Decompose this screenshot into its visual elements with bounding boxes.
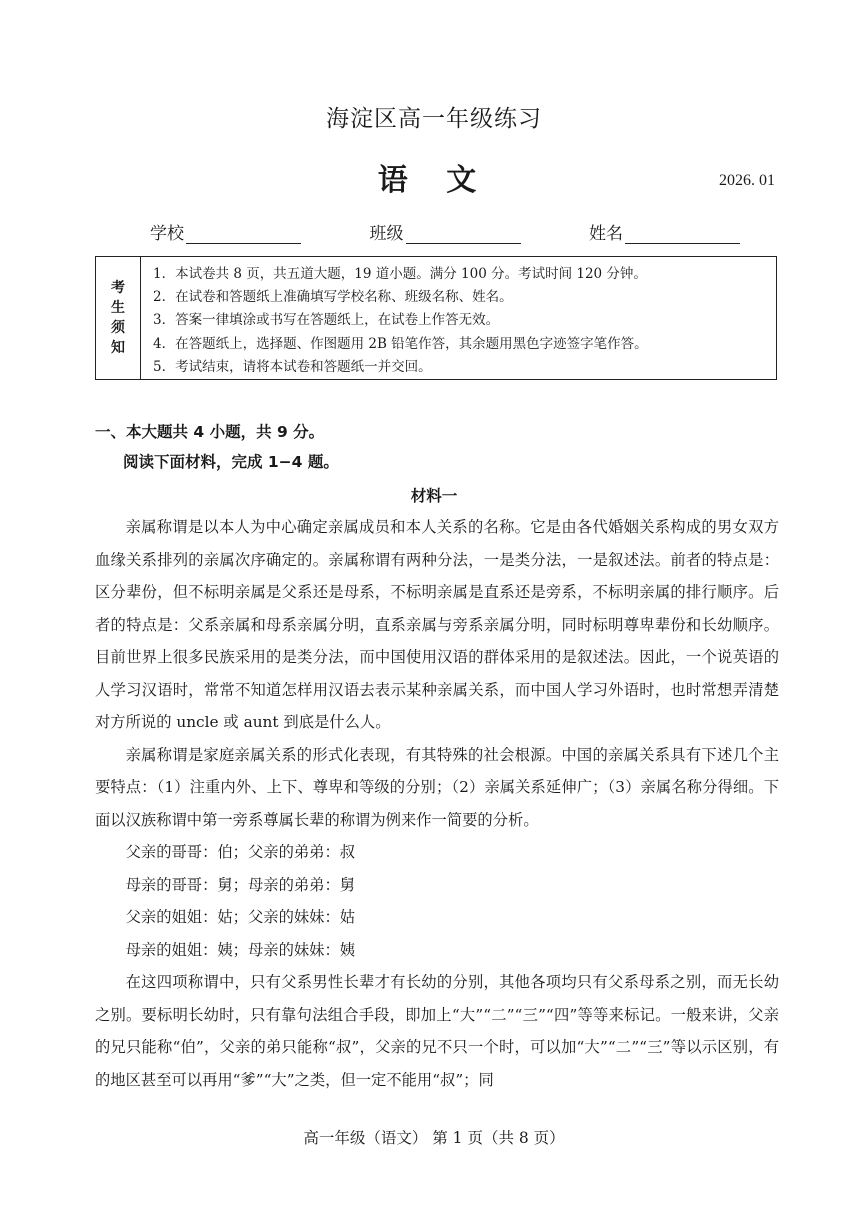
notice-label-char: 生 bbox=[111, 300, 125, 316]
class-blank[interactable] bbox=[406, 223, 521, 244]
notice-label-char: 知 bbox=[111, 340, 125, 356]
class-label: 班级 bbox=[369, 224, 404, 244]
reading-instruction: 阅读下面材料，完成 1−4 题。 bbox=[123, 453, 339, 471]
notice-item: 5．考试结束，请将本试卷和答题纸一并交回。 bbox=[153, 358, 432, 375]
subject-title: 语 文 bbox=[377, 163, 491, 198]
passage-paragraph: 亲属称谓是家庭亲属关系的形式化表现，有其特殊的社会根源。中国的亲属关系具有下述几个主要特点：（1）注重内外、上下、尊卑和等级的分别；（2）亲属关系延伸广；（3）亲属名称分得细。下面以汉族称谓中第一旁系尊属长辈的称谓为例来作一简要的分析。 bbox=[95, 745, 779, 829]
school-field bbox=[150, 218, 301, 244]
kinship-term-line: 父亲的姐姐：姑；父亲的妹妹：姑 bbox=[125, 908, 356, 926]
kinship-term-line: 父亲的哥哥：伯；父亲的弟弟：叔 bbox=[125, 843, 356, 861]
name-blank[interactable] bbox=[625, 223, 740, 244]
kinship-term-line: 母亲的姐姐：姨；母亲的妹妹：姨 bbox=[125, 940, 356, 959]
kinship-term-line: 母亲的哥哥：舅；母亲的弟弟：舅 bbox=[125, 875, 356, 894]
material-title: 材料一 bbox=[410, 487, 458, 505]
school-blank[interactable] bbox=[186, 223, 301, 244]
passage-body bbox=[95, 511, 779, 1096]
name-field bbox=[589, 218, 740, 244]
notice-label-char: 考 bbox=[111, 280, 125, 296]
passage-paragraph: 亲属称谓是以本人为中心确定亲属成员和本人关系的名称。它是由各代婚姻关系构成的男女双方血缘关系排列的亲属次序确定的。亲属称谓有两种分法，一是类分法，一是叙述法。前者的特点是：区分辈份，但不标明亲属是父系还是母系，不标明亲属是直系还是旁系，不标明亲属的排行顺序。后者的特点是：父系亲属和母系亲属分明，直系亲属与旁系亲属分明，同时标明尊卑辈份和长幼顺序。目前世界上很多民族采用的是类分法，而中国使用汉语的群体采用的是叙述法。因此，一个说英语的人学习汉语时，常常不知道怎样用汉语去表示某种亲属关系，而中国人学习外语时，也时常想弄清楚对方所说的 uncle 或 aunt 到底是什么人。 bbox=[95, 518, 779, 731]
page-footer: 高一年级（语文） 第 1 页（共 8 页） bbox=[303, 1129, 565, 1147]
student-info-row bbox=[150, 218, 740, 244]
notice-label bbox=[96, 257, 141, 379]
notice-item: 2．在试卷和答题纸上准确填写学校名称、班级名称、姓名。 bbox=[153, 289, 513, 306]
candidate-notice-box bbox=[95, 256, 777, 380]
notice-label-char: 须 bbox=[111, 320, 125, 336]
passage-paragraph: 在这四项称谓中，只有父系男性长辈才有长幼的分别，其他各项均只有父系母系之别，而无长幼之别。要标明长幼时，只有靠句法组合手段，即加上“大”“二”“三”“四”等等来标记。一般来讲，父亲的兄只能称“伯”，父亲的弟只能称“叔”，父亲的兄不只一个时，可以加“大”“二”“三”等以示区别，有的地区甚至可以再用“爹”“大”之类，但一定不能用“叔”；同 bbox=[95, 973, 779, 1089]
school-label: 学校 bbox=[150, 224, 184, 244]
notice-list bbox=[141, 257, 776, 379]
notice-item: 4．在答题纸上，选择题、作图题用 2B 铅笔作答，其余题用黑色字迹签字笔作答。 bbox=[153, 335, 648, 352]
exam-date: 2026. 01 bbox=[719, 172, 775, 189]
name-label: 姓名 bbox=[589, 224, 623, 244]
exam-title: 海淀区高一年级练习 bbox=[326, 106, 542, 132]
class-field bbox=[370, 218, 521, 244]
section-heading: 一、本大题共 4 小题，共 9 分。 bbox=[95, 423, 325, 441]
notice-item: 3．答案一律填涂或书写在答题纸上，在试卷上作答无效。 bbox=[153, 312, 500, 329]
notice-item: 1．本试卷共 8 页，共五道大题，19 道小题。满分 100 分。考试时间 120 分钟。 bbox=[153, 266, 647, 282]
